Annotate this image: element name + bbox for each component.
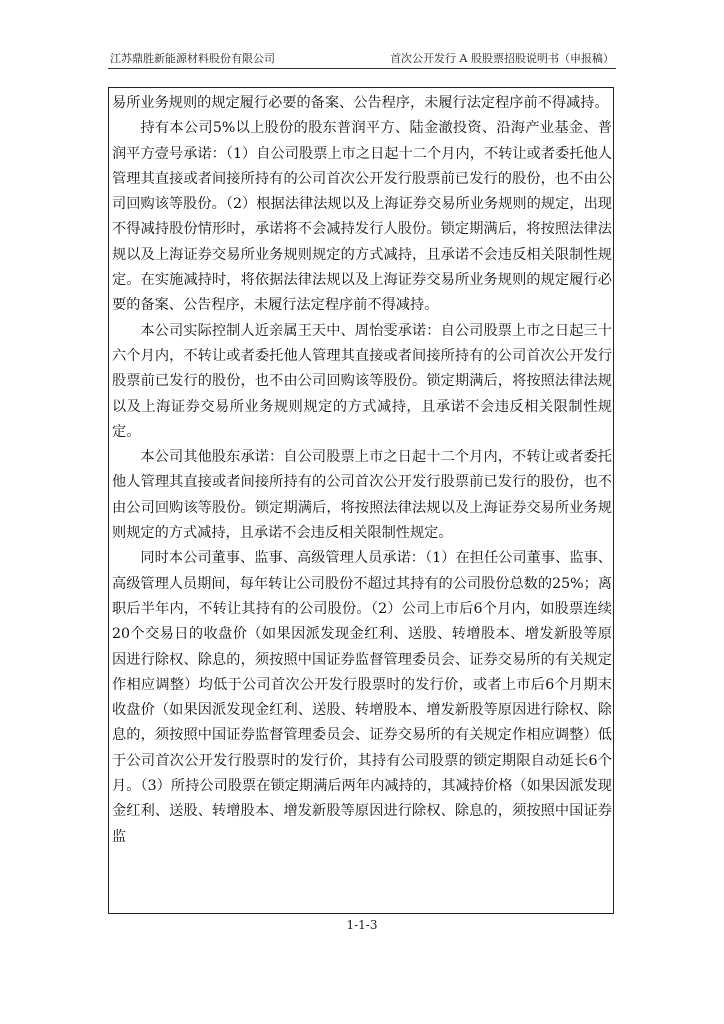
content-frame	[108, 87, 614, 914]
document-title: 首次公开发行 A 股股票招股说明书（申报稿）	[390, 52, 614, 65]
paragraph-directors-commitment: 同时本公司董事、监事、高级管理人员承诺：（1）在担任公司董事、监事、高级管理人员期间，每年转让公司股份不超过其持有的公司股份总数的25%；离职后半年内，不转让其持有的公司股份。（2）公司上市后6个月内，如股票连续20个交易日的收盘价（如果因派发现金红利、送股、转增股本、增发新股等原因进行除权、除息的，须按照中国证券监督管理委员会、证券交易所的有关规定作相应调整）均低于公司首次公开发行股票时的发行价，或者上市后6个月期末收盘价（如果因派发现金红利、送股、转增股本、增发新股等原因进行除权、除息的，须按照中国证券监督管理委员会、证券交易所的有关规定作相应调整）低于公司首次公开发行股票时的发行价，其持有公司股票的锁定期限自动延长6个月。（3）所持公司股票在锁定期满后两年内减持的，其减持价格（如果因派发现金红利、送股、转增股本、增发新股等原因进行除权、除息的，须按照中国证券监	[112, 550, 612, 845]
page-header	[108, 50, 616, 68]
header-divider	[108, 68, 616, 69]
company-name: 江苏鼎胜新能源材料股份有限公司	[110, 52, 275, 65]
paragraph-major-shareholders: 持有本公司5%以上股份的股东普润平方、陆金澈投资、沿海产业基金、普润平方壹号承诺：（1）自公司股票上市之日起十二个月内，不转让或者委托他人管理其直接或者间接所持有的公司首次公开发行股票前已发行的股份，也不由公司回购该等股份。（2）根据法律法规以及上海证券交易所业务规则的规定，出现不得减持股份情形时，承诺将不会减持发行人股份。锁定期满后，将按照法律法规以及上海证券交易所业务规则规定的方式减持，且承诺不会违反相关限制性规定。在实施减持时，将依据法律法规以及上海证券交易所业务规则的规定履行必要的备案、公告程序，未履行法定程序前不得减持。	[112, 120, 612, 314]
paragraph-controller-relatives: 本公司实际控制人近亲属王天中、周怡雯承诺：自公司股票上市之日起三十六个月内，不转让或者委托他人管理其直接或者间接所持有的公司首次公开发行股票前已发行的股份，也不由公司回购该等股份。锁定期满后，将按照法律法规以及上海证券交易所业务规则规定的方式减持，且承诺不会违反相关限制性规定。	[112, 322, 612, 440]
page-number: 1-1-3	[346, 918, 378, 932]
paragraph-other-shareholders: 本公司其他股东承诺：自公司股票上市之日起十二个月内，不转让或者委托他人管理其直接或者间接所持有的公司首次公开发行股票前已发行的股份，也不由公司回购该等股份。锁定期满后，将按照法律法规以及上海证券交易所业务规则规定的方式减持，且承诺不会违反相关限制性规定。	[112, 449, 612, 542]
paragraph-continuation: 易所业务规则的规定履行必要的备案、公告程序，未履行法定程序前不得减持。	[112, 95, 609, 111]
body-text	[112, 91, 612, 850]
